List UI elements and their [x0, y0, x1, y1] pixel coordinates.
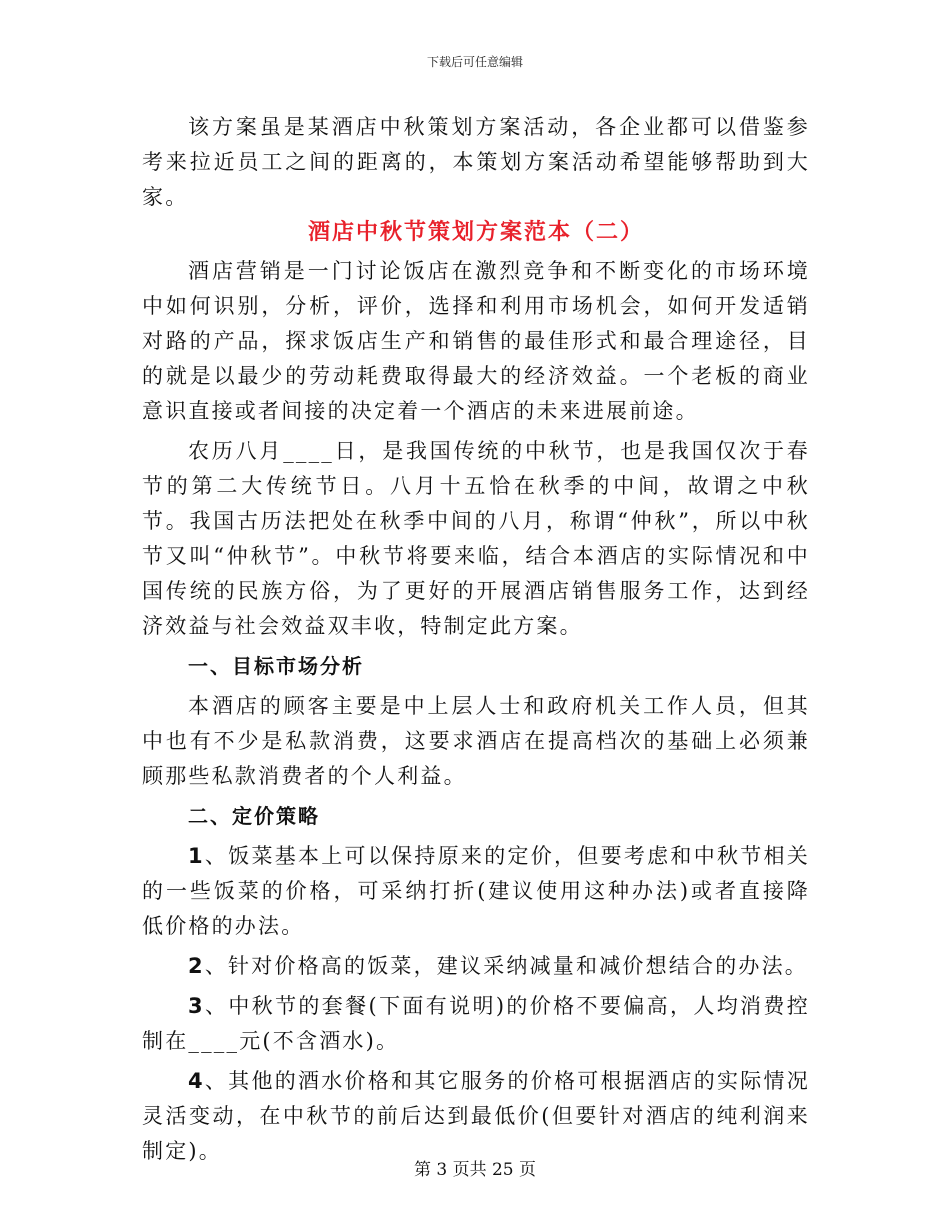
pricing-item-1 [142, 839, 810, 944]
pricing-item-3 [142, 989, 810, 1059]
pricing-item-2 [142, 949, 810, 984]
paragraph-mid-autumn: 农历八月____日，是我国传统的中秋节，也是我国仅次于春节的第二大传统节日。八月十五恰在秋季的中间，故谓之中秋节。我国古历法把处在秋季中间的八月，称谓“仲秋”，所以中秋节又叫“仲秋节”。中秋节将要来临，结合本酒店的实际情况和中国传统的民族方俗，为了更好的开展酒店销售服务工作，达到经济效益与社会效益双丰收，特制定此方案。 [142, 439, 810, 638]
paragraph-marketing: 酒店营销是一门讨论饭店在激烈竞争和不断变化的市场环境中如何识别，分析，评价，选择和利用市场机会，如何开发适销对路的产品，探求饭店生产和销售的最佳形式和最合理途径，目的就是以最少的劳动耗费取得最大的经济效益。一个老板的商业意识直接或者间接的决定着一个酒店的未来进展前途。 [142, 259, 810, 423]
item-number: 1 [188, 844, 205, 868]
item-number: 3 [188, 994, 205, 1018]
intro-paragraph: 该方案虽是某酒店中秋策划方案活动，各企业都可以借鉴参考来拉近员工之间的距离的，本策划方案活动希望能够帮助到大家。 [142, 115, 810, 209]
heading-pricing: 二、定价策略 [188, 804, 320, 828]
page-header: 下载后可任意编辑 [426, 55, 523, 69]
heading-target-market: 一、目标市场分析 [188, 654, 364, 678]
item-text: 、饭菜基本上可以保持原来的定价，但要考虑和中秋节相关的一些饭菜的价格，可采纳打折(建议使用这种办法)或者直接降低价格的办法。 [142, 844, 810, 938]
item-number: 4 [188, 1069, 205, 1093]
item-text: 、中秋节的套餐(下面有说明)的价格不要偏高，人均消费控制在____元(不含酒水)。 [142, 994, 810, 1053]
pricing-item-4 [142, 1064, 810, 1169]
section-title: 酒店中秋节策划方案范本（二） [307, 220, 644, 245]
item-text: 、针对价格高的饭菜，建议采纳减量和减价想结合的办法。 [204, 954, 809, 978]
item-number: 2 [188, 954, 205, 978]
paragraph-target-market: 本酒店的顾客主要是中上层人士和政府机关工作人员，但其中也有不少是私款消费，这要求酒店在提高档次的基础上必须兼顾那些私款消费者的个人利益。 [142, 694, 810, 788]
page-footer: 第 3 页共 25 页 [413, 1160, 537, 1180]
document-body [142, 110, 810, 1174]
item-text: 、其他的酒水价格和其它服务的价格可根据酒店的实际情况灵活变动，在中秋节的前后达到最低价(但要针对酒店的纯利润来制定)。 [142, 1069, 810, 1163]
